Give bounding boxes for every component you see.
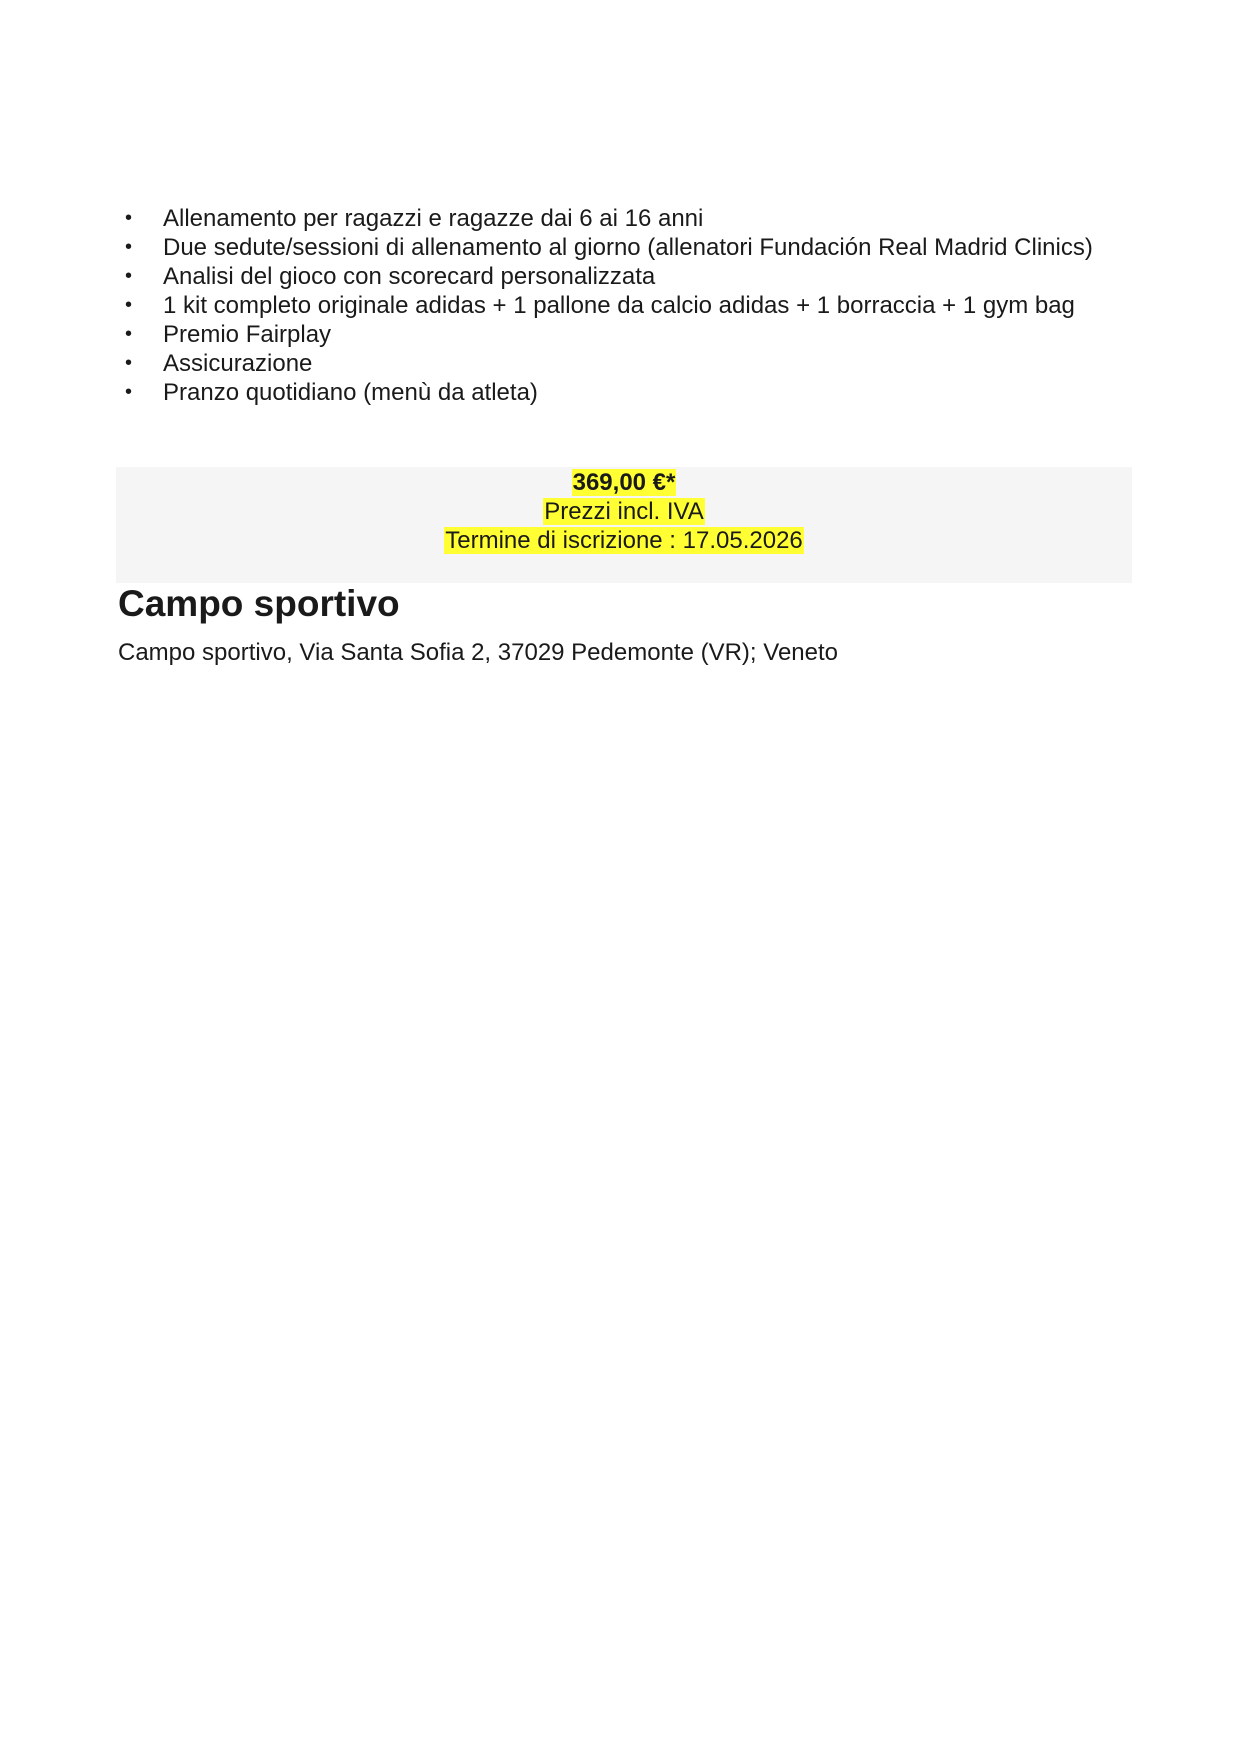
- location-title: Campo sportivo: [118, 583, 400, 624]
- list-item: [118, 204, 1138, 233]
- features-list: [118, 204, 1138, 407]
- tax-note: Prezzi incl. IVA: [544, 498, 704, 525]
- list-item: [118, 291, 1138, 320]
- list-item: [118, 349, 1138, 378]
- price-box: [116, 467, 1132, 583]
- list-item-text: Premio Fairplay: [163, 321, 332, 348]
- list-item: [118, 233, 1138, 262]
- location-address: Campo sportivo, Via Santa Sofia 2, 37029 Pedemonte (VR); Veneto: [118, 639, 838, 666]
- bullet-icon: •: [125, 381, 133, 403]
- tax-note-line: [116, 497, 1132, 526]
- list-item-text: 1 kit completo originale adidas + 1 pallone da calcio adidas + 1 borraccia + 1 gym bag: [163, 292, 1075, 319]
- price-line: [116, 468, 1132, 497]
- bullet-icon: •: [125, 236, 133, 258]
- list-item: [118, 378, 1138, 407]
- bullet-icon: •: [125, 265, 133, 287]
- price-value: 369,00 €*: [572, 469, 676, 496]
- list-item-text: Pranzo quotidiano (menù da atleta): [163, 379, 538, 406]
- list-item-text: Assicurazione: [163, 350, 313, 377]
- deadline-line: [116, 526, 1132, 555]
- list-item-text: Allenamento per ragazzi e ragazze dai 6 ai 16 anni: [163, 205, 704, 232]
- list-item-text: Analisi del gioco con scorecard personalizzata: [163, 263, 656, 290]
- bullet-icon: •: [125, 294, 133, 316]
- bullet-icon: •: [125, 352, 133, 374]
- list-item: [118, 262, 1138, 291]
- list-item: [118, 320, 1138, 349]
- bullet-icon: •: [125, 207, 133, 229]
- list-item-text: Due sedute/sessioni di allenamento al giorno (allenatori Fundación Real Madrid Clinics): [163, 234, 1093, 261]
- registration-deadline: Termine di iscrizione : 17.05.2026: [445, 527, 803, 554]
- bullet-icon: •: [125, 323, 133, 345]
